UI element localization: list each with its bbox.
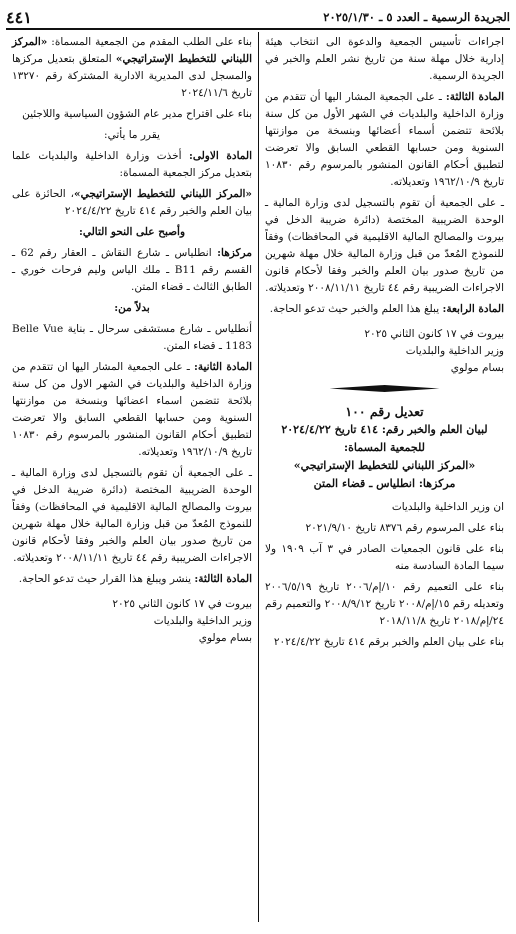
text-run: المتعلق بتعديل مركزها والمسجل لدى المديرية الادارية المشتركة رقم ١٣٢٧٠ تاريخ ٢٠٢٤/١١/٦	[12, 53, 252, 99]
text-run: ، الحائزة على بيان العلم والخبر رقم ٤١٤ تاريخ ٢٠٢٤/٤/٢٢	[12, 188, 252, 217]
article-label: المادة الاولى:	[188, 150, 252, 162]
signature-date: بيروت في ١٧ كانون الثاني ٢٠٢٥	[364, 328, 504, 340]
article-label: المادة الثانية:	[193, 361, 252, 373]
association-hq: مركزها: انطلياس ـ قضاء المتن	[313, 477, 456, 490]
paragraph: بناء على اقتراح مدير عام الشؤون السياسية واللاجئين	[22, 108, 252, 120]
paragraph: بناء على بيان العلم والخبر برقم ٤١٤ تاريخ ٢٠٢٤/٤/٢٢	[273, 636, 504, 648]
paragraph: ان وزير الداخلية والبلديات	[391, 501, 504, 513]
hq-text: انطلياس ـ شارع النقاش ـ العقار رقم 62 ـ القسم رقم B11 ـ ملك الياس وليم فرحات خوري ـ الطابق الثالث ـ قضاء المتن.	[12, 247, 252, 293]
notice-subject: للجمعية المسماة:	[344, 441, 425, 454]
page-header	[6, 6, 510, 30]
article-3	[12, 571, 252, 588]
association-name: «المركز اللبناني للتخطيط الإستراتيجي»	[74, 188, 252, 200]
article-1	[12, 148, 252, 182]
paragraph: ـ على الجمعية أن تقوم بالتسجيل لدى وزارة المالية ـ الوحدة الضريبية المختصة (دائرة ضريبة الدخل في بيروت والمصالح المالية الاقليمية في المحافظات) وفقاً للنموذج المُعدّ من قبل وزارة المالية خلال مهلة شهرين من تاريخ صدور بيان العلم والخبر وفقا لأحكام قانون الاجراءات الضريبية رقم ٤٤ تاريخ ٢٠٠٨/١١/١١ وتعديلاته.	[265, 197, 504, 294]
article-text: ـ على الجمعية المشار اليها أن تتقدم من وزارة الداخلية والبلديات في الشهر الأول من كل سنة بلائحة تتضمن أسماء أعضائها وبنسخة من موازنتها السنوية ومن حسابها القطعي السابق والا تعرضت لتطبيق أحكام القانون المنشور بالمرسوم رقم ١٠٨٣٠ تاريخ ١٩٦٢/١٠/٩ وتعديلاته.	[265, 91, 504, 188]
paragraph: بناء على قانون الجمعيات الصادر في ٣ آب ١٩٠٩ ولا سيما المادة السادسة منه	[265, 543, 504, 572]
gazette-title: الجريدة الرسمية ـ العدد ٥ ـ ٢٠٢٥/١/٣٠	[323, 10, 510, 24]
paragraph: بناء على التعميم رقم ١٠/إم/٢٠٠٦ تاريخ ٢٠٠٦/٥/١٩ وتعديله رقم ١٥/إم/٢٠٠٨ تاريخ ٢٠٠٨/٩/١٢ والتعميم رقم ٢٤/إم/٢٠١٨ تاريخ ٢٠١٨/١١/٨	[265, 581, 504, 627]
paragraph: بناء على المرسوم رقم ٨٣٧٦ تاريخ ٢٠٢١/٩/١٠	[305, 522, 504, 534]
signature-name: بسام مولوي	[198, 632, 252, 644]
article-3	[265, 89, 504, 191]
decision-heading: يقرر ما يأتي:	[104, 129, 160, 141]
right-column	[258, 32, 510, 922]
text-run: بناء على الطلب المقدم من الجمعية المسماة:	[47, 36, 252, 48]
divider-ornament	[330, 385, 440, 392]
left-column	[6, 32, 258, 922]
notice-reference: لبيان العلم والخبر رقم: ٤١٤ تاريخ ٢٠٢٤/٤/٢٢	[281, 423, 488, 436]
article-2	[12, 359, 252, 461]
instead-heading: بدلاً من:	[114, 302, 150, 314]
new-headquarters	[12, 245, 252, 296]
article-label: المادة الثالثة:	[194, 573, 252, 585]
notice-title: تعديل رقم ١٠٠	[345, 404, 424, 419]
page-number: ٤٤١	[6, 7, 32, 27]
paragraph	[12, 186, 252, 220]
paragraph: اجراءات تأسيس الجمعية والدعوة الى انتخاب هيئة إدارية خلال مهلة سنة من تاريخ نشر العلم والخبر في الجريدة الرسمية.	[265, 36, 504, 82]
paragraph: ـ على الجمعية أن تقوم بالتسجيل لدى وزارة المالية ـ الوحدة الضريبية المختصة (دائرة ضريبة الدخل في بيروت والمصالح المالية الاقليمية في المحافظات) وفقاً للنموذج المُعدّ من قبل وزارة المالية خلال مهلة شهرين من تاريخ صدور بيان العلم والخبر وفقا لأحكام قانون الاجراءات الضريبية رقم ٤٤ تاريخ ٢٠٠٨/١١/١١ وتعديلاته.	[12, 467, 252, 564]
became-heading: وأصبح على النحو التالي:	[78, 226, 186, 238]
notice-heading	[265, 402, 504, 493]
section-divider	[265, 385, 504, 392]
signature-date: بيروت في ١٧ كانون الثاني ٢٠٢٥	[112, 598, 252, 610]
columns	[6, 32, 510, 922]
signature-title: وزير الداخلية والبلديات	[405, 345, 504, 357]
article-text: أخذت وزارة الداخلية والبلديات علما بتعديل مركز الجمعية المسماة:	[12, 150, 252, 179]
article-4	[265, 301, 504, 318]
old-headquarters: أنطلياس ـ شارع مستشفى سرحال ـ بناية Belle Vue 1183 ـ قضاء المتن.	[12, 323, 252, 352]
article-text: ينشر ويبلغ هذا القرار حيث تدعو الحاجة.	[18, 573, 195, 585]
association-name: «المركز اللبناني للتخطيط الإستراتيجي»	[12, 36, 253, 65]
article-label: المادة الرابعة:	[442, 303, 504, 315]
hq-label: مركزها:	[217, 247, 252, 259]
article-text: ـ على الجمعية المشار اليها ان تتقدم من وزارة الداخلية والبلديات في الشهر الاول من كل سنة بلائحة تتضمن اسماء اعضائها وبنسخة من موازنتها السنوية ومن حسابها القطعي السابق والا تعرضت لتطبيق أحكام القانون المنشور بالمرسوم رقم ١٠٨٣٠ تاريخ ١٩٦٢/١٠/٩ وتعديلاته.	[12, 361, 252, 458]
signature-name: بسام مولوي	[450, 362, 504, 374]
article-text: يبلغ هذا العلم والخبر حيث تدعو الحاجة.	[269, 303, 443, 315]
article-label: المادة الثالثة:	[445, 91, 505, 103]
paragraph	[12, 34, 252, 102]
signature-title: وزير الداخلية والبلديات	[153, 615, 252, 627]
association-name: «المركز اللبناني للتخطيط الإستراتيجي»	[293, 459, 476, 472]
